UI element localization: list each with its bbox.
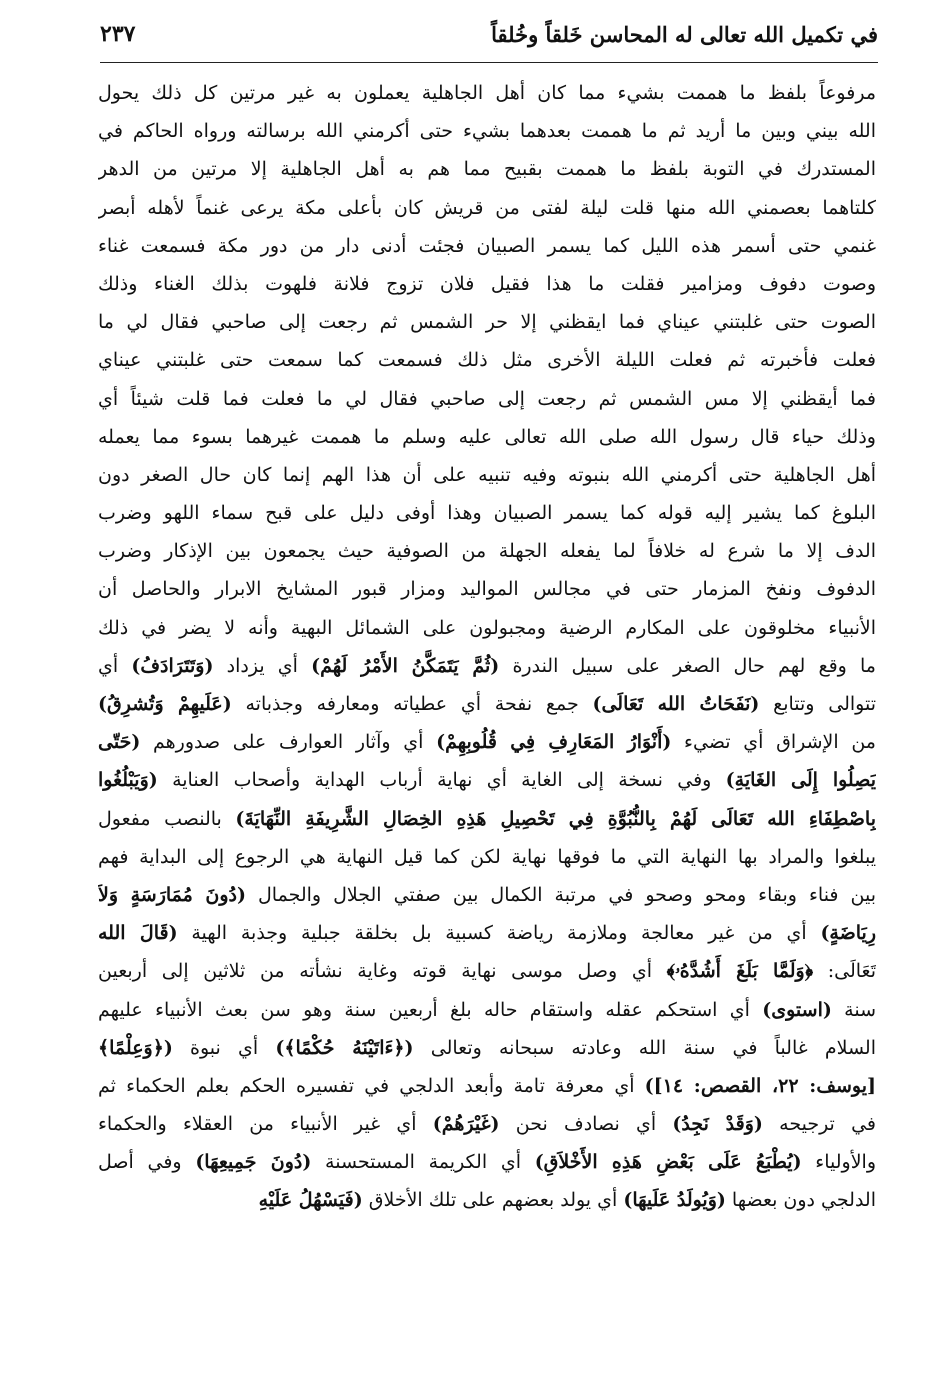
text-line: الدف إلا ما شرع له خلافاً لما يفعله الجهلة من الصوفية حيث يجمعون بين الإذكار وضرب [98, 540, 876, 563]
text-line: تَعَالَى: ﴿وَلَمَّا بَلَغَ أَشُدَّهُۥ﴾ أي وصل موسى نهاية قوته وغاية نشأته من ثلاثين إلى أربعين [98, 960, 876, 983]
page-header [100, 14, 878, 54]
header-rule [100, 62, 878, 63]
text-line: الأنبياء مخلوقون على المكارم الرضية ومجبولون على الشمائل البهية وأنه لا يضر في ذلك [98, 616, 876, 639]
text-line: الدلجي دون بعضها (وَيُولَدُ عَلَيهَا) أي يولد بعضهم على تلك الأخلاق (فَيَسْهُلُ عَلَيْهِ [258, 1189, 876, 1212]
text-line: [يوسف: ٢٢، القصص: ١٤]) أي معرفة تامة وأبعد الدلجي في تفسيره الحكم بعلم الحكماء ثم [98, 1074, 876, 1097]
text-line: مرفوعاً بلفظ ما هممت بشيء مما كان أهل الجاهلية يعملون به غير مرتين كل ذلك يحول [98, 82, 876, 104]
text-line: تتوالى وتتابع (نَفَحَاتُ الله تَعَالَى) جمع نفحة أي عطياته ومعارفه وجذباته (عَلَيهِمْ وَتُشرِقُ) [98, 693, 876, 715]
text-line: بِاصْطِفَاءِ الله تَعَالَى لَهُمْ بِالنُّبُوَّةِ فِي تَحْصِيلِ هَذِهِ الخِصَالِ الشَّرِيفَةِ النِّهَايَةَ) بالنصب مفعول [98, 807, 876, 830]
text-line: والأولياء (يُطْبَعُ عَلَى بَعْضِ هَذِهِ الأَخْلاَقِ) أي الكريمة المستحسنة (دُونَ جَمِيعِهَا) وفي أصل [98, 1151, 876, 1174]
page-number: ٢٣٧ [100, 21, 136, 47]
text-line: وصوت دفوف ومزامير فقلت ما هذا فقيل فلان تزوج فلانة فلهوت بذلك الغناء وذلك [98, 272, 876, 295]
text-line: الله بيني وبين ما أريد ثم ما هممت بعدهما بشيء حتى أكرمني الله برسالته ورواه الحاكم في [98, 120, 876, 143]
body-text [98, 74, 876, 1220]
text-line: السلام غالباً في سنة الله وعادته سبحانه وتعالى (﴿ءَاتَيْنَهُ حُكْمًا﴾) أي نبوة (﴿وَعِلْمًا﴾ [98, 1036, 876, 1059]
text-line: يَصِلُوا إِلَى الغَايَةِ) وفي نسخة إلى الغاية أي نهاية أرباب الهداية وأصحاب العناية (وَيَبْلُغُوا [98, 769, 876, 792]
running-title: في تكميل الله تعالى له المحاسن خَلقاً وخُلقاً [491, 21, 878, 47]
text-line: المستدرك في التوبة بلفظ ما هممت بقبيح مما هم به أهل الجاهلية إلا مرتين من الدهر [98, 158, 876, 181]
text-line: الدفوف ونفخ المزمار حتى في مجالس المواليد ومزار قبور المشايخ الابرار والحاصل أن [98, 578, 876, 601]
text-line: البلوغ كما يشير إليه قوله كما يسمر الصبيان وهذا أوفى دليل على قبح سماء اللهو وضرب [98, 502, 876, 525]
text-line: غنمي حتى أسمر هذه الليل كما يسمر الصبيان فجئت أدنى دار من دور مكة فسمعت غناء [98, 234, 876, 257]
text-line: فعلت فأخبرته ثم فعلت الليلة الأخرى مثل ذلك فسمعت كما سمعت حتى غلبتني عيناي [98, 349, 876, 372]
text-line: وذلك حياء قال رسول الله صلى الله تعالى عليه وسلم ما هممت غيرهما بسوء مما يعمله [98, 425, 876, 448]
text-line: سنة (استوى) أي استحكم عقله واستقام حاله بلغ أربعين سنة وهو سن بعث الأنبياء عليهم [98, 998, 876, 1021]
text-line: من الإشراق أي تضيء (أَنْوَارُ المَعَارِفِ فِي قُلُوبِهِمْ) أي وآثار العوارف على صدورهم (حَتّى [98, 731, 876, 754]
text-line: في ترجيحه (وَقَدْ نَجِدُ) أي نصادف نحن (غَيْرَهُمْ) أي غير الأنبياء من العقلاء والحكماء [98, 1113, 876, 1136]
text-line: أهل الجاهلية حتى أكرمني الله بنبوته وفيه تنبيه على أن هذا الهم إنما كان حال الصغر دون [98, 463, 876, 486]
text-line: يبلغوا والمراد بها النهاية التي ما فوقها نهاية لكن كما قيل النهاية هي الرجوع إلى البداية فهم [98, 845, 876, 868]
text-line: بين فناء وبقاء ومحو وصحو في مرتبة الكمال بين صفتي الجلال والجمال (دُونَ مُمَارَسَةٍ وَلاَ [98, 883, 876, 906]
text-line: كلتاهما بعصمني الله منها قلت ليلة لفتى من قريش كان بأعلى مكة يرعى غنماً لأهله أبصر [98, 196, 876, 219]
text-line: رِيَاضَةٍ) أي من غير معالجة وملازمة رياضة كسبية بل بخلقة جبلية وجذبة الهية (قَالَ الله [98, 922, 876, 945]
text-line: الصوت حتى غلبتني عيناي فما ايقظني إلا حر الشمس ثم رجعت إلى صاحبي فقال لي ما [98, 311, 876, 334]
text-line: فما أيقظني إلا مس الشمس ثم رجعت إلى صاحبي فقال لي ما فعلت فما قلت شيئاً أي [98, 387, 876, 410]
text-line: ما وقع لهم حال الصغر على سبيل الندرة (ثُمَّ يَتَمَكَّنُ الأَمْرُ لَهُمْ) أي يزداد (وَتَتَرَادَفُ) أي [98, 654, 876, 677]
